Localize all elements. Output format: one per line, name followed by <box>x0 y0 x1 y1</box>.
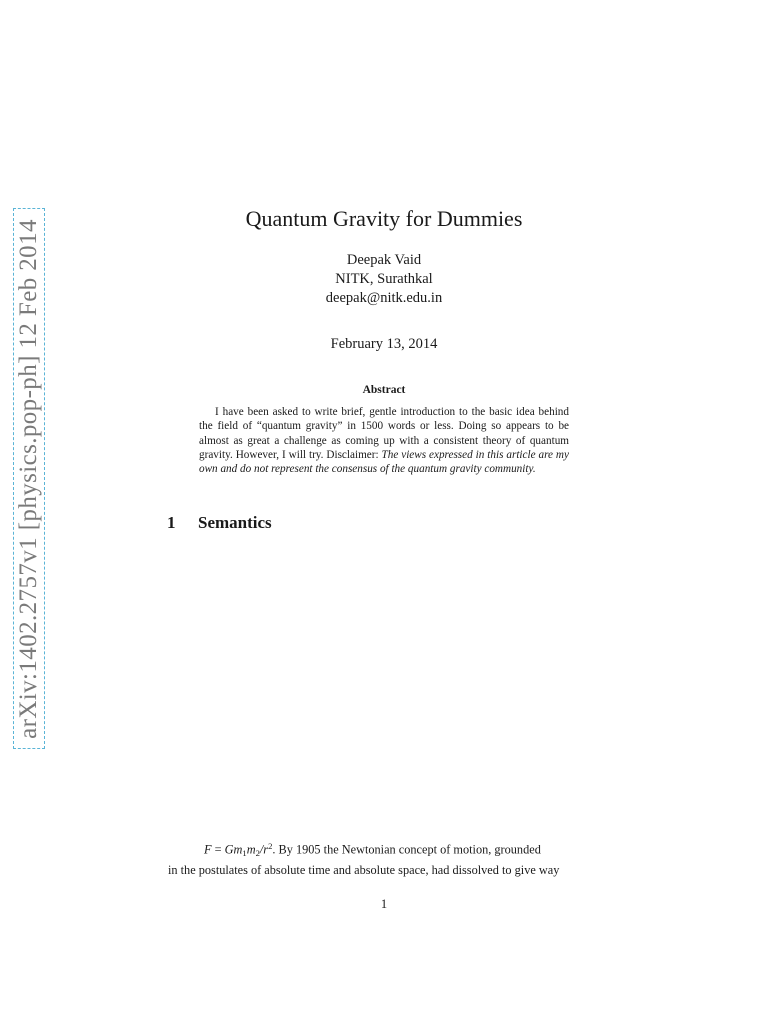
body-line-1 <box>168 838 599 862</box>
formula-sup: 2 <box>268 841 273 851</box>
paper-date: February 13, 2014 <box>330 336 438 352</box>
abstract-body <box>199 405 569 476</box>
abstract-heading: Abstract <box>362 384 406 396</box>
section-heading <box>167 513 272 533</box>
body-paragraph <box>168 838 599 879</box>
page-number: 1 <box>380 897 388 911</box>
author-name: Deepak Vaid <box>346 252 422 268</box>
formula-r: /r <box>259 842 269 857</box>
formula-equals: = <box>211 842 225 857</box>
author-email: deepak@nitk.edu.in <box>325 290 443 306</box>
formula-gm: Gm <box>224 842 243 857</box>
arxiv-identifier: arXiv:1402.2757v1 [physics.pop-ph] 12 Feb 2014 <box>15 218 42 739</box>
formula-sub-2: 2 <box>255 847 260 858</box>
section-title: Semantics <box>198 513 272 532</box>
body-line-1-text: . By 1905 the Newtonian concept of motion, grounded <box>272 842 541 857</box>
author-affiliation: NITK, Surathkal <box>335 271 433 287</box>
paper-title: Quantum Gravity for Dummies <box>245 206 523 231</box>
formula-sub-1: 1 <box>242 847 247 858</box>
section-number: 1 <box>167 513 176 532</box>
body-line-2: in the postulates of absolute time and absolute space, had dissolved to give way <box>168 862 560 877</box>
abstract-text: I have been asked to write brief, gentle introduction to the basic idea behind the field of “quantum gravity” in 1500 words or less. Doing so appears to be almost as great a challenge as coming up with a consistent theory of quantum gravity. However, I will try. Disclaimer: <box>199 406 569 461</box>
abstract-disclaimer: The views expressed in this article are my own and do not represent the consensus of the quantum gravity community. <box>199 448 569 476</box>
author-block <box>0 251 768 308</box>
formula-force: F <box>204 842 212 857</box>
formula-m: m <box>246 842 256 857</box>
